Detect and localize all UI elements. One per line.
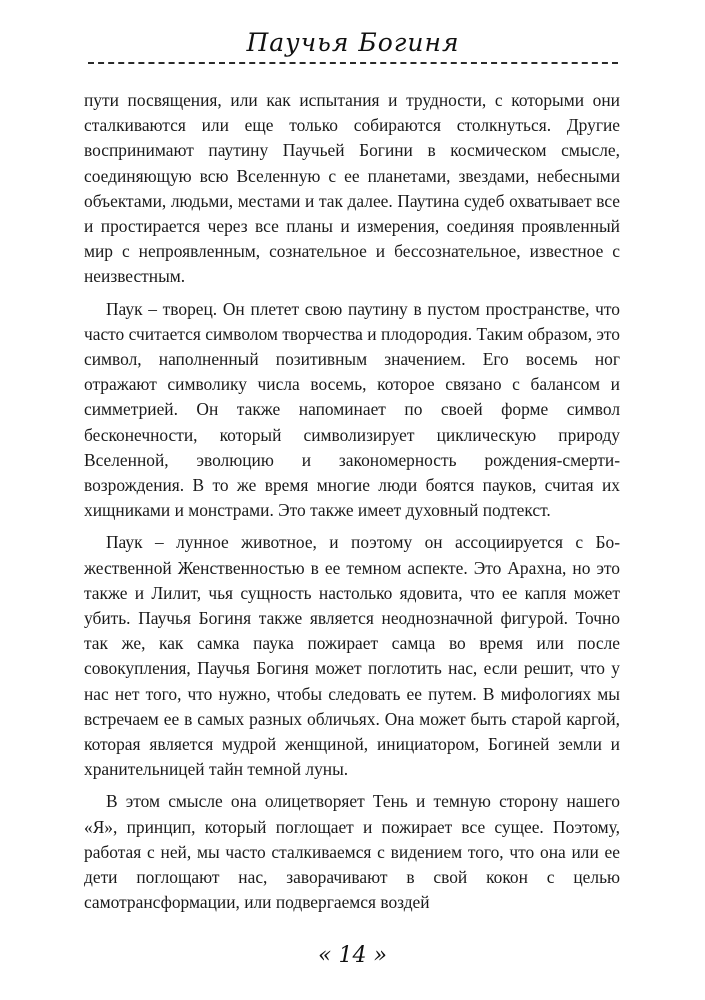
running-header-title: Паучья Богиня — [246, 28, 460, 57]
running-header — [88, 28, 618, 68]
header-dashed-rule — [88, 62, 618, 64]
paragraph-4: В этом смысле она олицетворяет Тень и темную сторону нашего «Я», принцип, который поглощает и пожирает все сущее. Поэтому, работая с ней, мы часто сталкиваемся с видением того, что она или ее дети поглощают нас, заворачивают в свой кокон с целью самотрансформации, или подвергаемся воздей — [84, 791, 620, 913]
page-body — [84, 88, 620, 923]
paragraph-1: пути посвящения, или как испытания и трудности, с которыми они сталкиваются или еще только собираются столкнуться. Другие воспринимают паутину Паучьей Богини в космическом смысле, соединяющую всю Вселенную с ее планетами, звездами, небесными объектами, людьми, местами и так далее. Паутина судеб охватывает все и простирается через все планы и измерения, соединяя проявленный мир с непроявленным, сознательное и бессознательное, известное с неизвестным. — [84, 90, 620, 287]
paragraph-3: Паук – лунное животное, и поэтому он ассоциируется с Божественной Женственностью в ее темном аспекте. Это Арахна, но это также и Лилит, чья сущность настолько ядовита, что ее капля может убить. Паучья Богиня также является неоднозначной фигурой. Точно так же, как самка паука пожирает самца во время или после совокупления, Паучья Богиня может поглотить нас, если решит, что у нас нет того, что нужно, чтобы следовать ее путем. В мифологиях мы встречаем ее в самых разных обличьях. Она может быть старой каргой, которая является мудрой женщиной, инициатором, Богиней земли и хранительницей тайн темной луны. — [84, 532, 620, 780]
paragraph-2: Паук – творец. Он плетет свою паутину в пустом пространстве, что часто считается символом творчества и плодородия. Таким образом, это символ, наполненный позитивным значением. Его восемь ног отражают символику числа восемь, которое связано с балансом и симметрией. Он также напоминает по своей форме символ бесконечности, который символизирует циклическую природу Вселенной, эволюцию и закономерность рождения-смерти-возрождения. В то же время многие люди боятся пауков, считая их хищниками и монстрами. Это также имеет духовный подтекст. — [84, 298, 620, 521]
page-number: « 14 » — [318, 943, 387, 968]
